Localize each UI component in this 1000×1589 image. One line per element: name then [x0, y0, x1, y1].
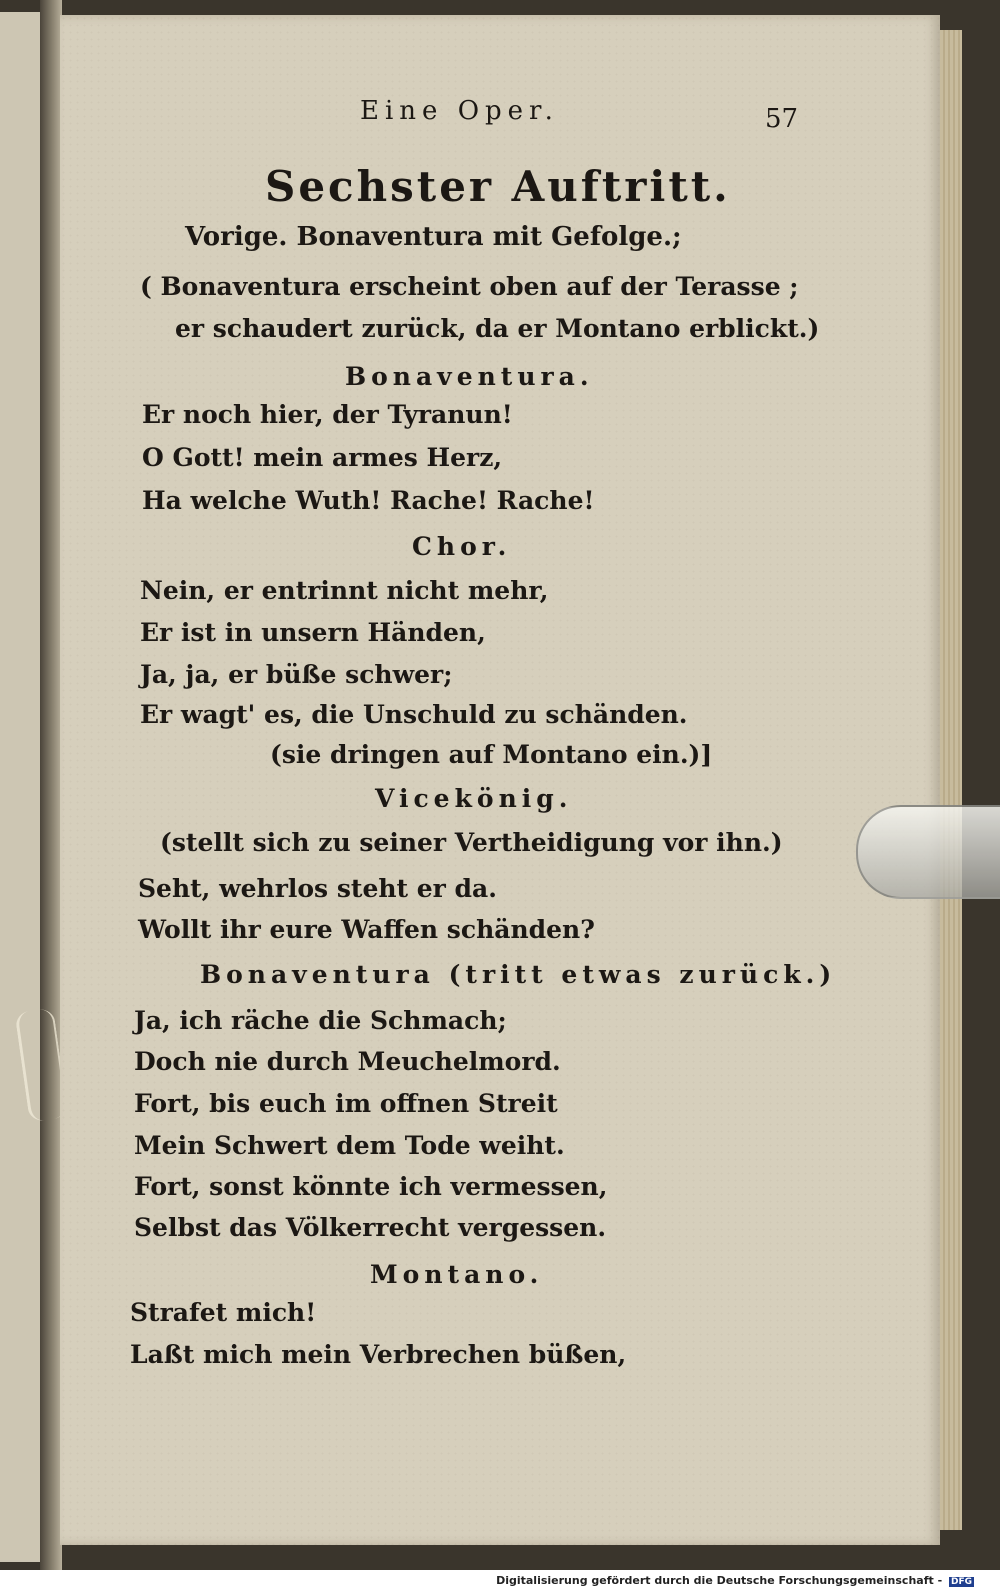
- scene-title: Sechster Auftritt.: [265, 162, 731, 211]
- verse-line: Fort, sonst könnte ich vermessen,: [134, 1172, 608, 1201]
- facing-page-edge: [0, 12, 43, 1562]
- speaker-name: Bonaventura.: [345, 362, 594, 391]
- speaker-name: Chor.: [412, 532, 512, 561]
- verse-line: Laßt mich mein Verbrechen büßen,: [130, 1340, 627, 1369]
- page-number: 57: [765, 104, 799, 134]
- verse-line: Wollt ihr eure Waffen schänden?: [138, 915, 595, 944]
- cast-line: Vorige. Bonaventura mit Gefolge.;: [185, 222, 682, 252]
- verse-line: Er wagt' es, die Unschuld zu schänden.: [140, 700, 688, 729]
- verse-line: Doch nie durch Meuchelmord.: [134, 1047, 561, 1076]
- dfg-logo-icon: DFG: [950, 1577, 972, 1587]
- book-gutter: [40, 0, 62, 1570]
- stage-direction: (sie dringen auf Montano ein.)]: [270, 740, 713, 769]
- verse-line: Ja, ja, er büße schwer;: [140, 660, 453, 689]
- speaker-name: Bonaventura (tritt etwas zurück.): [200, 960, 837, 989]
- digitization-credit: [496, 1574, 974, 1587]
- verse-line: Nein, er entrinnt nicht mehr,: [140, 576, 549, 605]
- verse-line: Ja, ich räche die Schmach;: [134, 1006, 507, 1035]
- verse-line: Selbst das Völkerrecht vergessen.: [134, 1213, 607, 1242]
- stage-direction: ( Bonaventura erscheint oben auf der Terasse ;: [140, 272, 799, 301]
- verse-line: Er noch hier, der Tyranun!: [142, 400, 513, 429]
- page-clip: [856, 805, 1000, 899]
- verse-line: Seht, wehrlos steht er da.: [138, 874, 497, 903]
- verse-line: Fort, bis euch im offnen Streit: [134, 1089, 558, 1118]
- stage-direction: er schaudert zurück, da er Montano erblickt.): [175, 314, 820, 343]
- verse-line: Mein Schwert dem Tode weiht.: [134, 1131, 565, 1160]
- speaker-name: Vicekönig.: [375, 784, 573, 813]
- verse-line: Strafet mich!: [130, 1298, 317, 1327]
- stage-direction: (stellt sich zu seiner Vertheidigung vor ihn.): [160, 828, 783, 857]
- page-block-edge: [940, 30, 962, 1530]
- credit-text: Digitalisierung gefördert durch die Deutsche Forschungsgemeinschaft -: [496, 1574, 943, 1587]
- speaker-name: Montano.: [370, 1260, 544, 1289]
- verse-line: Ha welche Wuth! Rache! Rache!: [142, 486, 595, 515]
- running-head: Eine Oper.: [360, 96, 559, 126]
- verse-line: Er ist in unsern Händen,: [140, 618, 486, 647]
- verse-line: O Gott! mein armes Herz,: [142, 443, 503, 472]
